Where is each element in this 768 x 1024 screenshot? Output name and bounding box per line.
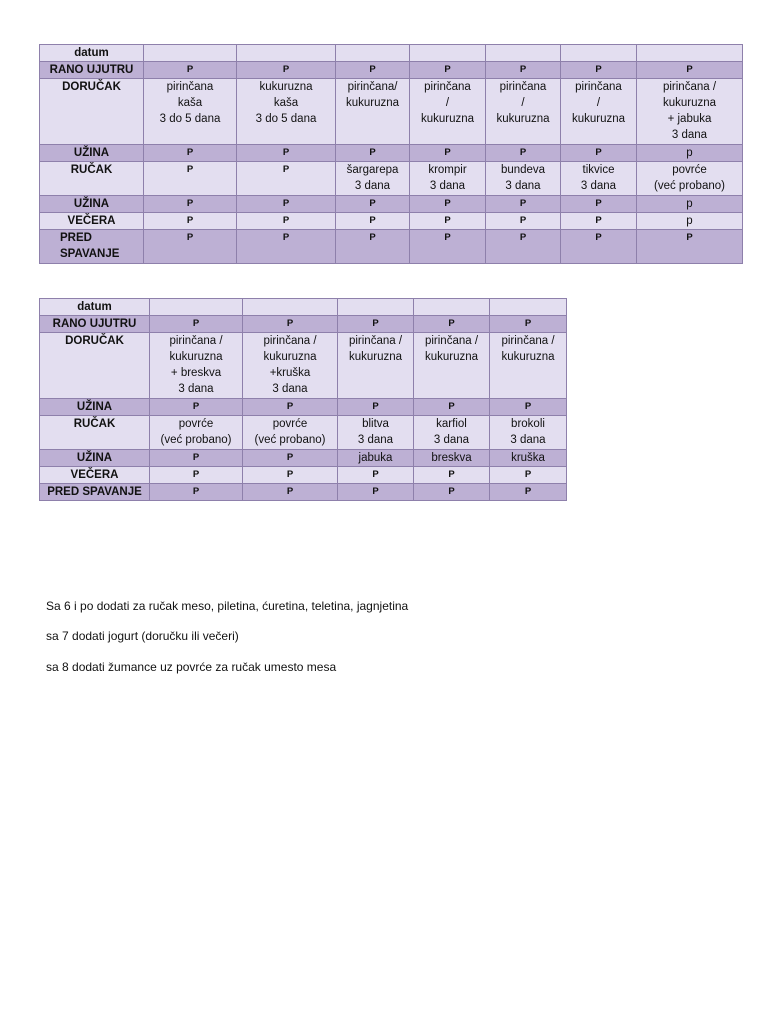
row-label: PRED SPAVANJE [40,230,144,264]
row-label: datum [40,299,150,316]
table-cell: P [414,316,490,333]
table-cell: P [336,196,410,213]
table-cell: P [144,230,237,264]
table-row [40,299,567,316]
meal-plan-table-2 [39,298,567,501]
table-cell: p [637,196,743,213]
table-cell [237,45,336,62]
table-cell: P [338,399,414,416]
table-cell: P [486,230,561,264]
table-cell [490,299,567,316]
table-cell: brokoli 3 dana [490,416,567,450]
table-cell: P [144,145,237,162]
table-cell [486,45,561,62]
table-row [40,62,743,79]
table-cell: P [336,213,410,230]
table-cell [410,45,486,62]
table-row [40,162,743,196]
table-cell [637,45,743,62]
table-cell: P [237,162,336,196]
table-row [40,213,743,230]
table-row [40,467,567,484]
table-cell: P [410,196,486,213]
table-cell: breskva [414,450,490,467]
table-cell: P [237,213,336,230]
table-cell: P [486,145,561,162]
table-cell: P [237,230,336,264]
table-cell: pirinčana / kukuruzna [561,79,637,145]
row-label: UŽINA [40,145,144,162]
table-cell: P [336,62,410,79]
table-cell: bundeva 3 dana [486,162,561,196]
table-cell: pirinčana / kukuruzna [490,333,567,399]
table-cell: P [144,196,237,213]
note-line-1: Sa 6 i po dodati za ručak meso, piletina, ćuretina, teletina, jagnjetina [46,599,409,613]
table-cell [338,299,414,316]
table-cell: krompir 3 dana [410,162,486,196]
table-cell: P [243,467,338,484]
table-cell: P [486,213,561,230]
table-cell: blitva 3 dana [338,416,414,450]
table-cell: P [150,316,243,333]
table-cell: P [150,484,243,501]
meal-plan-table-1 [39,44,743,264]
table-cell: P [561,145,637,162]
table-cell: P [490,467,567,484]
table-cell: P [490,316,567,333]
table-cell: P [410,145,486,162]
note-line-3: sa 8 dodati žumance uz povrće za ručak umesto mesa [46,660,337,674]
table-cell: P [144,162,237,196]
row-label: UŽINA [40,450,150,467]
row-label: UŽINA [40,399,150,416]
table-cell: pirinčana / kukuruzna [414,333,490,399]
table-row [40,45,743,62]
table-cell: P [561,213,637,230]
table-cell: P [150,467,243,484]
table-cell [336,45,410,62]
table-row [40,145,743,162]
table-row [40,316,567,333]
table-row [40,484,567,501]
table-cell: P [243,450,338,467]
table-cell: karfiol 3 dana [414,416,490,450]
table-cell: P [410,213,486,230]
table-cell: P [490,484,567,501]
table-row [40,196,743,213]
table-cell: P [237,145,336,162]
table-cell: pirinčana / kukuruzna + jabuka 3 dana [637,79,743,145]
table-cell: P [336,230,410,264]
table-cell: kukuruzna kaša 3 do 5 dana [237,79,336,145]
row-label: RUČAK [40,162,144,196]
table-cell: jabuka [338,450,414,467]
table-cell: pirinčana/ kukuruzna [336,79,410,145]
table-cell: P [237,196,336,213]
row-label: RUČAK [40,416,150,450]
table-cell: P [144,213,237,230]
table-cell [561,45,637,62]
table-cell: P [237,62,336,79]
table-cell: P [414,399,490,416]
row-label: PRED SPAVANJE [40,484,150,501]
row-label: VEČERA [40,213,144,230]
table-cell: pirinčana kaša 3 do 5 dana [144,79,237,145]
table-cell: P [150,399,243,416]
table-cell: P [336,145,410,162]
table-cell: P [490,399,567,416]
table-cell: tikvice 3 dana [561,162,637,196]
table-cell: pirinčana / kukuruzna [338,333,414,399]
table-row [40,450,567,467]
table-cell: kruška [490,450,567,467]
table-cell: pirinčana / kukuruzna +kruška 3 dana [243,333,338,399]
table-cell: pirinčana / kukuruzna [486,79,561,145]
table-cell: povrće (već probano) [637,162,743,196]
row-label: DORUČAK [40,79,144,145]
table-cell: P [561,62,637,79]
table-cell: pirinčana / kukuruzna + breskva 3 dana [150,333,243,399]
table-row [40,416,567,450]
table-cell: P [486,196,561,213]
table-cell: šargarepa 3 dana [336,162,410,196]
table-cell: P [338,316,414,333]
table-cell: P [243,399,338,416]
table-cell: p [637,145,743,162]
table-cell: p [637,213,743,230]
table-cell: P [561,230,637,264]
table-cell: P [410,230,486,264]
table-cell: P [414,467,490,484]
row-label: RANO UJUTRU [40,62,144,79]
table-cell: P [243,316,338,333]
table-row [40,230,743,264]
note-line-2: sa 7 dodati jogurt (doručku ili večeri) [46,629,239,643]
row-label: VEČERA [40,467,150,484]
table-row [40,79,743,145]
table-cell: P [637,230,743,264]
table-cell [414,299,490,316]
table-cell: P [561,196,637,213]
table-cell [150,299,243,316]
table-cell: P [338,484,414,501]
table-cell [243,299,338,316]
table-cell: P [243,484,338,501]
table-cell [144,45,237,62]
row-label: UŽINA [40,196,144,213]
table-cell: pirinčana / kukuruzna [410,79,486,145]
table-cell: P [144,62,237,79]
row-label: RANO UJUTRU [40,316,150,333]
table-row [40,333,567,399]
row-label: DORUČAK [40,333,150,399]
table-cell: P [150,450,243,467]
table-cell: povrće (već probano) [150,416,243,450]
table-row [40,399,567,416]
table-cell: P [410,62,486,79]
table-cell: P [414,484,490,501]
table-cell: P [486,62,561,79]
table-cell: P [338,467,414,484]
row-label: datum [40,45,144,62]
table-cell: P [637,62,743,79]
table-cell: povrće (već probano) [243,416,338,450]
